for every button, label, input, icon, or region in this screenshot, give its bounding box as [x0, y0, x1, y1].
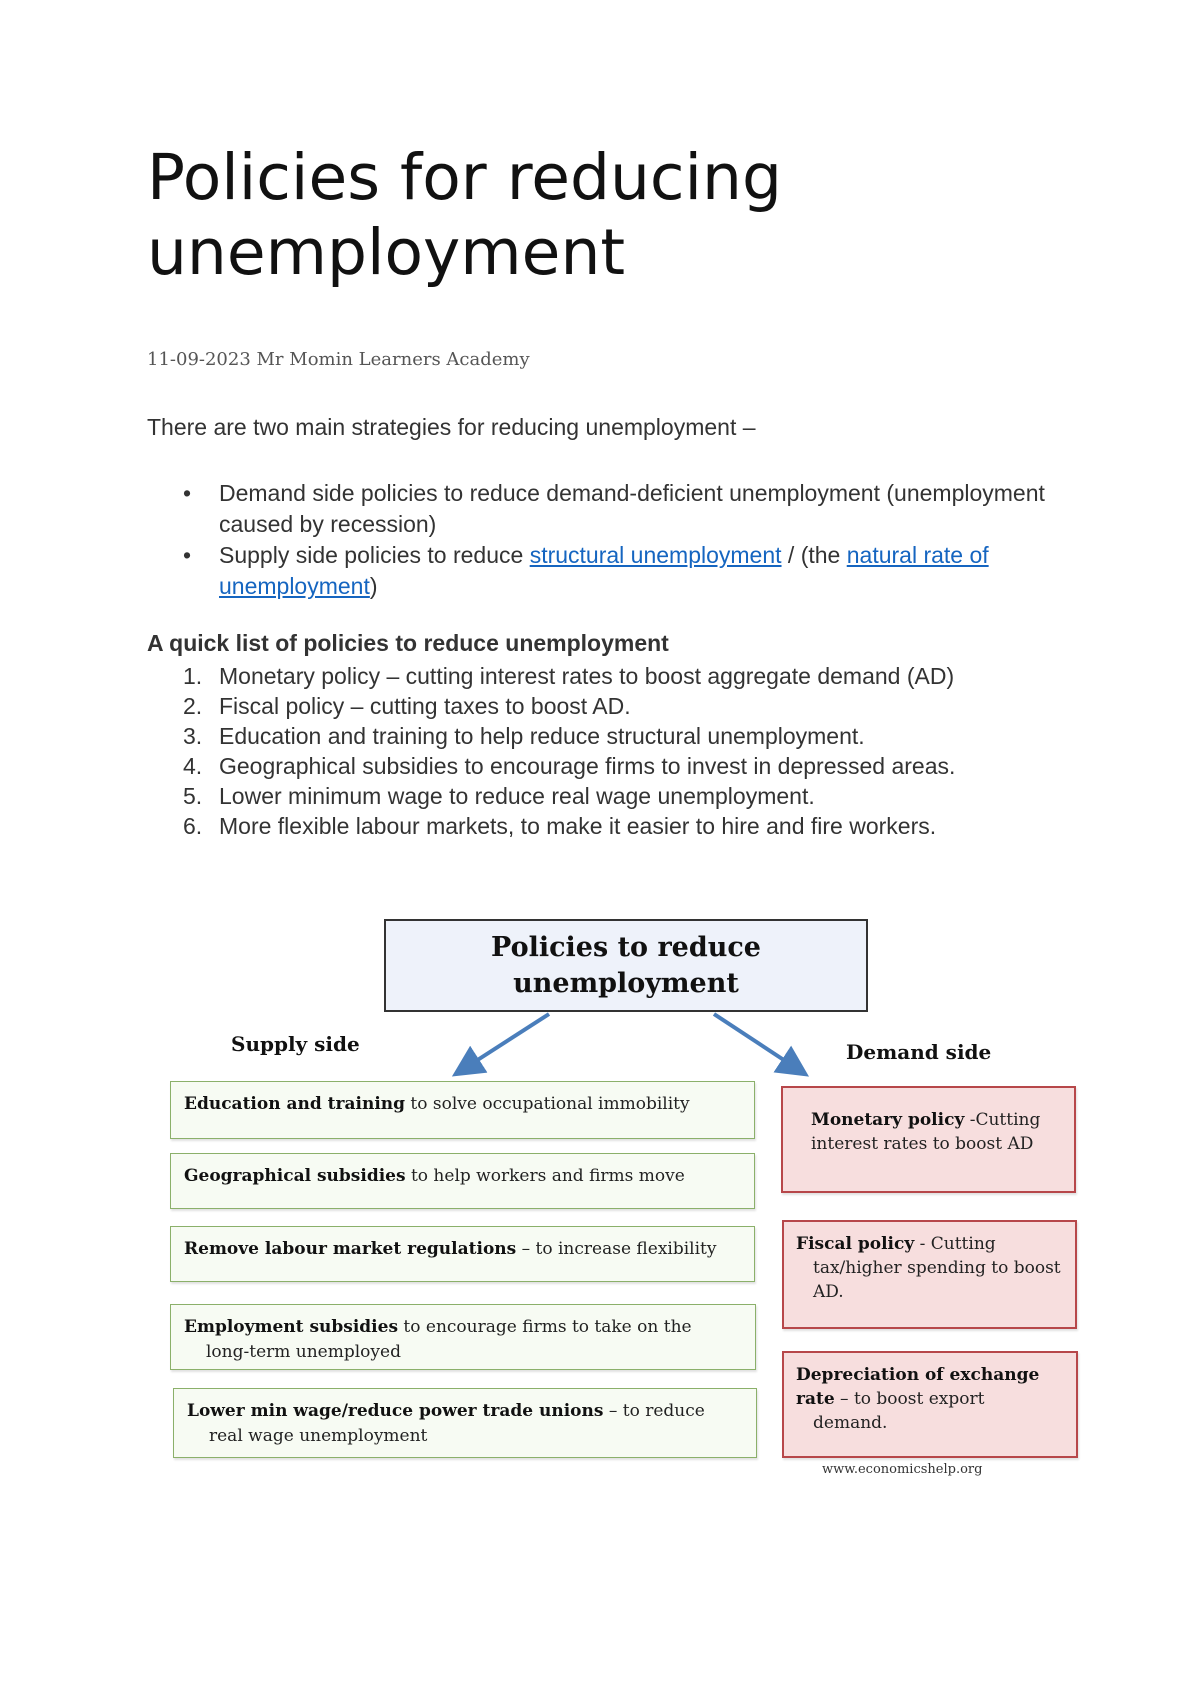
bullet-text: Demand side policies to reduce demand-deficient unemployment (unemployment caused by recession): [219, 480, 1045, 537]
bullet-text-middle: / (the: [781, 542, 847, 568]
supply-box-education: [170, 1081, 755, 1139]
supply-box-min-wage: [173, 1388, 757, 1458]
supply-box-text: – to reduce: [603, 1401, 705, 1421]
demand-box-text-line2: demand.: [813, 1413, 888, 1433]
supply-box-title: Geographical subsidies: [184, 1166, 406, 1186]
list-item-text: Education and training to help reduce structural unemployment.: [219, 723, 865, 749]
demand-box-title: Monetary policy: [811, 1110, 965, 1130]
policy-list: [183, 661, 1059, 841]
demand-box-exchange-rate: [782, 1351, 1078, 1458]
list-item: [183, 478, 1059, 540]
demand-box-text: - Cutting: [914, 1234, 996, 1254]
list-number: 6.: [183, 813, 203, 839]
supply-box-title: Lower min wage/reduce power trade unions: [187, 1401, 604, 1421]
page-title: Policies for reducing unemployment: [147, 141, 782, 289]
supply-box-text-line2: real wage unemployment: [209, 1426, 428, 1446]
list-number: 4.: [183, 753, 203, 779]
list-item-text: Monetary policy – cutting interest rates to boost aggregate demand (AD): [219, 663, 955, 689]
list-item-text: More flexible labour markets, to make it easier to hire and fire workers.: [219, 813, 937, 839]
list-number: 5.: [183, 783, 203, 809]
list-item-text: Geographical subsidies to encourage firms to invest in depressed areas.: [219, 753, 956, 779]
supply-box-employment-subsidies: [170, 1304, 756, 1370]
demand-side-label: Demand side: [846, 1040, 992, 1064]
supply-box-text: – to increase flexibility: [516, 1239, 717, 1259]
list-item: [183, 721, 1059, 751]
list-item: [183, 781, 1059, 811]
document-meta: 11-09-2023 Mr Momin Learners Academy: [147, 349, 530, 370]
supply-box-text: to encourage firms to take on the: [398, 1317, 692, 1337]
bullet-text-prefix: Supply side policies to reduce: [219, 542, 530, 568]
diagram-title: Policies to reduce unemployment: [491, 931, 761, 999]
demand-arrow: [714, 1014, 799, 1070]
supply-box-text: to solve occupational immobility: [405, 1094, 690, 1114]
demand-box-fiscal: [782, 1220, 1077, 1329]
list-item: [183, 691, 1059, 721]
demand-box-text: – to boost export: [834, 1389, 985, 1409]
demand-box-title: Fiscal policy: [796, 1234, 915, 1254]
list-item: [183, 540, 1059, 602]
diagram-title-box: [384, 919, 868, 1012]
supply-box-title: Employment subsidies: [184, 1317, 399, 1337]
list-number: 3.: [183, 723, 203, 749]
bullet-text-suffix: ): [369, 573, 378, 599]
section-heading: A quick list of policies to reduce unemployment: [147, 630, 669, 656]
supply-box-title: Remove labour market regulations: [184, 1239, 517, 1259]
structural-unemployment-link[interactable]: structural unemployment: [529, 542, 782, 568]
demand-box-text: -Cutting interest rates to boost AD: [811, 1110, 1041, 1154]
demand-box-monetary: [781, 1086, 1076, 1193]
bullet-icon: •: [183, 480, 192, 506]
supply-box-title: Education and training: [184, 1094, 406, 1114]
list-item-text: Fiscal policy – cutting taxes to boost AD.: [219, 693, 631, 719]
bullet-icon: •: [183, 542, 192, 568]
demand-box-text-line2: tax/higher spending to boost AD.: [813, 1258, 1061, 1302]
list-number: 2.: [183, 693, 203, 719]
list-number: 1.: [183, 663, 203, 689]
supply-box-text: to help workers and firms move: [405, 1166, 685, 1186]
list-item-text: Lower minimum wage to reduce real wage unemployment.: [219, 783, 815, 809]
strategy-list: [183, 478, 1059, 602]
supply-box-geographical: [170, 1153, 755, 1209]
intro-text: There are two main strategies for reducing unemployment –: [147, 414, 756, 440]
list-item: [183, 661, 1059, 691]
natural-rate-link[interactable]: natural rate of unemployment: [219, 542, 989, 599]
list-item: [183, 811, 1059, 841]
source-credit: www.economicshelp.org: [822, 1462, 983, 1477]
supply-side-label: Supply side: [231, 1032, 360, 1056]
list-item: [183, 751, 1059, 781]
supply-arrow: [462, 1014, 549, 1070]
supply-box-regulations: [170, 1226, 755, 1282]
demand-box-title: Depreciation of exchange rate: [796, 1365, 1040, 1409]
supply-box-text-line2: long-term unemployed: [206, 1342, 401, 1362]
